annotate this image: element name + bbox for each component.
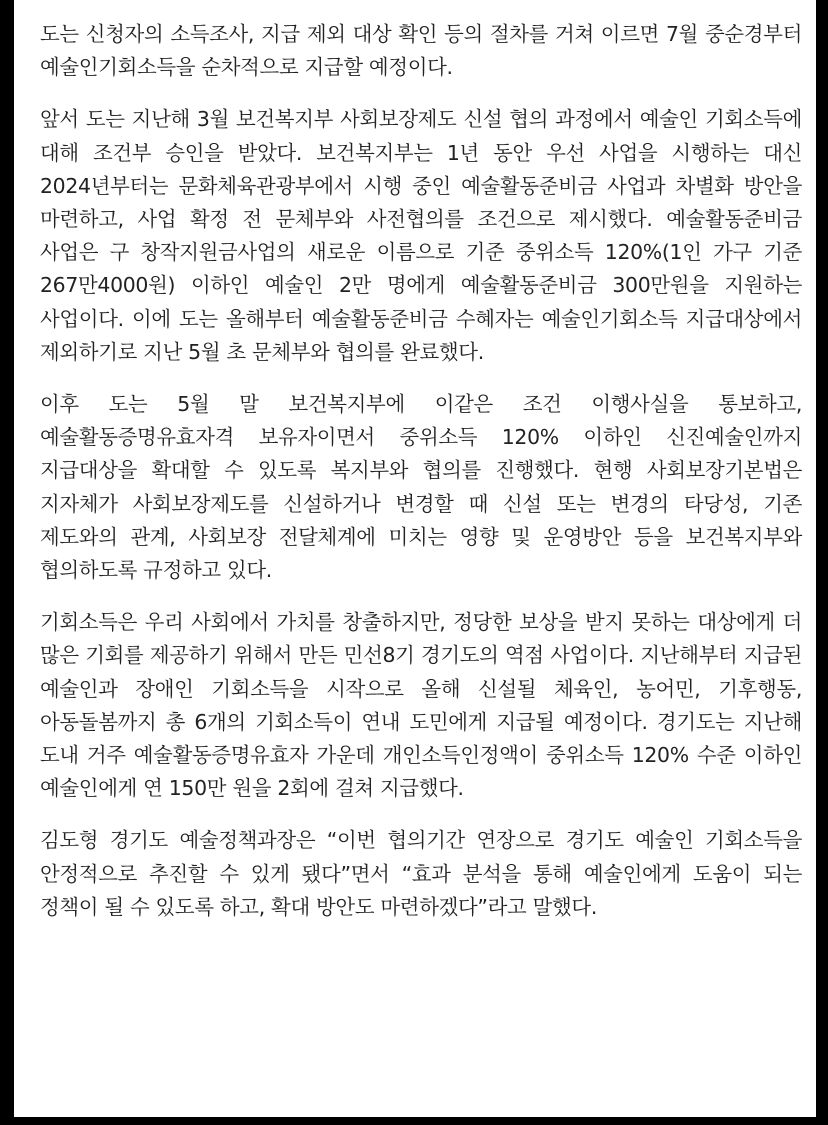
paragraph-opportunity-income: 기회소득은 우리 사회에서 가치를 창출하지만, 정당한 보상을 받지 못하는 대상에게 더 많은 기회를 제공하기 위해서 만든 민선8기 경기도의 역점 사업이다. 지난해부터 지급된 예술인과 장애인 기회소득을 시작으로 올해 신설될 체육인, 농어민, 기후행동, 아동돌봄까지 총 6개의 기회소득이 연내 도민에게 지급될 예정이다. 경기도는 지난해 도내 거주 예술활동증명유효자 가운데 개인소득인정액이 중위소득 120% 수준 이하인 예술인에게 연 150만 원을 2회에 걸쳐 지급했다.	[40, 610, 802, 801]
paragraph-official-quote: 김도형 경기도 예술정책과장은 “이번 협의기간 연장으로 경기도 예술인 기회소득을 안정적으로 추진할 수 있게 됐다”면서 “효과 분석을 통해 예술인에게 도움이 되는 정책이 될 수 있도록 하고, 확대 방안도 마련하겠다”라고 말했다.	[40, 828, 802, 919]
paragraph-expansion-consultation: 이후 도는 5월 말 보건복지부에 이같은 조건 이행사실을 통보하고, 예술활동증명유효자격 보유자이면서 중위소득 120% 이하인 신진예술인까지 지급대상을 확대할 수 있도록 복지부와 협의를 진행했다. 현행 사회보장기본법은 지자체가 사회보장제도를 신설하거나 변경할 때 신설 또는 변경의 타당성, 기존 제도와의 관계, 사회보장 전달체계에 미치는 영향 및 운영방안 등을 보건복지부와 협의하도록 규정하고 있다.	[40, 392, 802, 583]
article-body	[40, 18, 802, 924]
paragraph-selection-process: 도는 신청자의 소득조사, 지급 제외 대상 확인 등의 절차를 거쳐 이르면 7월 중순경부터 예술인기회소득을 순차적으로 지급할 예정이다.	[40, 22, 802, 80]
paragraph-conditional-approval: 앞서 도는 지난해 3월 보건복지부 사회보장제도 신설 협의 과정에서 예술인 기회소득에 대해 조건부 승인을 받았다. 보건복지부는 1년 동안 우선 사업을 시행하는 대신 2024년부터는 문화체육관광부에서 시행 중인 예술활동준비금 사업과 차별화 방안을 마련하고, 사업 확정 전 문체부와 사전협의를 조건으로 제시했다. 예술활동준비금 사업은 구 창작지원금사업의 새로운 이름으로 기준 중위소득 120%(1인 가구 기준 267만4000원) 이하인 예술인 2만 명에게 예술활동준비금 300만원을 지원하는 사업이다. 이에 도는 올해부터 예술활동준비금 수혜자는 예술인기회소득 지급대상에서 제외하기로 지난 5월 초 문체부와 협의를 완료했다.	[40, 107, 802, 364]
document-page	[14, 0, 816, 1117]
